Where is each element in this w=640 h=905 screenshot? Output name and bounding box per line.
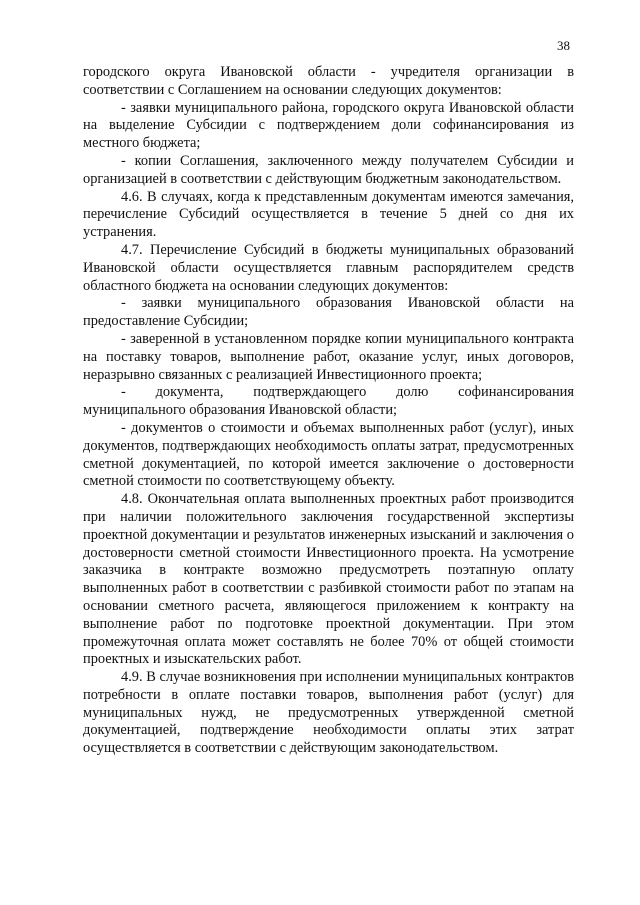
list-item-cofinancing-document: - документа, подтверждающего долю софинансирования муниципального образования Ивановской области; — [83, 384, 574, 419]
clause-4-6: 4.6. В случаях, когда к представленным документам имеются замечания, перечисление Субсидий осуществляется в течение 5 дней со дня их устранения. — [83, 188, 574, 241]
page-number: 38 — [557, 38, 570, 53]
clause-4-7: 4.7. Перечисление Субсидий в бюджеты муниципальных образований Ивановской области осуществляется главным распорядителем средств областного бюджета на основании следующих документов: — [83, 241, 574, 294]
clause-4-9: 4.9. В случае возникновения при исполнении муниципальных контрактов потребности в оплате поставки товаров, выполнения работ (услуг) для муниципальных нужд, не предусмотренных утвержденной сметной документацией, подтверждение необходимости оплаты этих затрат осуществляется в соответствии с действующим законодательством. — [83, 669, 574, 757]
list-item-agreement-copy: - копии Соглашения, заключенного между получателем Субсидии и организацией в соответствии с действующим бюджетным законодательством. — [83, 152, 574, 187]
list-item-cost-documents: - документов о стоимости и объемах выполненных работ (услуг), иных документов, подтверждающих необходимость оплаты затрат, предусмотренных сметной документацией, по которой имеется заключение о достоверности сметной стоимости по соответствующему объекту. — [83, 419, 574, 490]
clause-4-8: 4.8. Окончательная оплата выполненных проектных работ производится при наличии положительного заключения государственной экспертизы проектной документации и результатов инженерных изысканий и заключения о достоверности сметной стоимости Инвестиционного проекта. На усмотрение заказчика в контракте возможно предусмотреть поэтапную оплату выполненных работ в соответствии с разбивкой стоимости работ по этапам на основании сметного расчета, являющегося приложением к контракту на выполнение работ по подготовке проектной документации. При этом промежуточная оплата может составлять не более 70% от общей стоимости проектных и изыскательских работ. — [83, 491, 574, 668]
list-item-district-application: - заявки муниципального района, городского округа Ивановской области на выделение Субсидии с подтверждением доли софинансирования из местного бюджета; — [83, 99, 574, 152]
list-item-municipal-application: - заявки муниципального образования Ивановской области на предоставление Субсидии; — [83, 295, 574, 330]
paragraph-continuation: городского округа Ивановской области - учредителя организации в соответствии с Соглашением на основании следующих документов: — [83, 64, 574, 98]
document-body — [83, 64, 574, 758]
list-item-contract-copy: - заверенной в установленном порядке копии муниципального контракта на поставку товаров, выполнение работ, оказание услуг, иных договоров, неразрывно связанных с реализацией Инвестиционного проекта; — [83, 330, 574, 383]
